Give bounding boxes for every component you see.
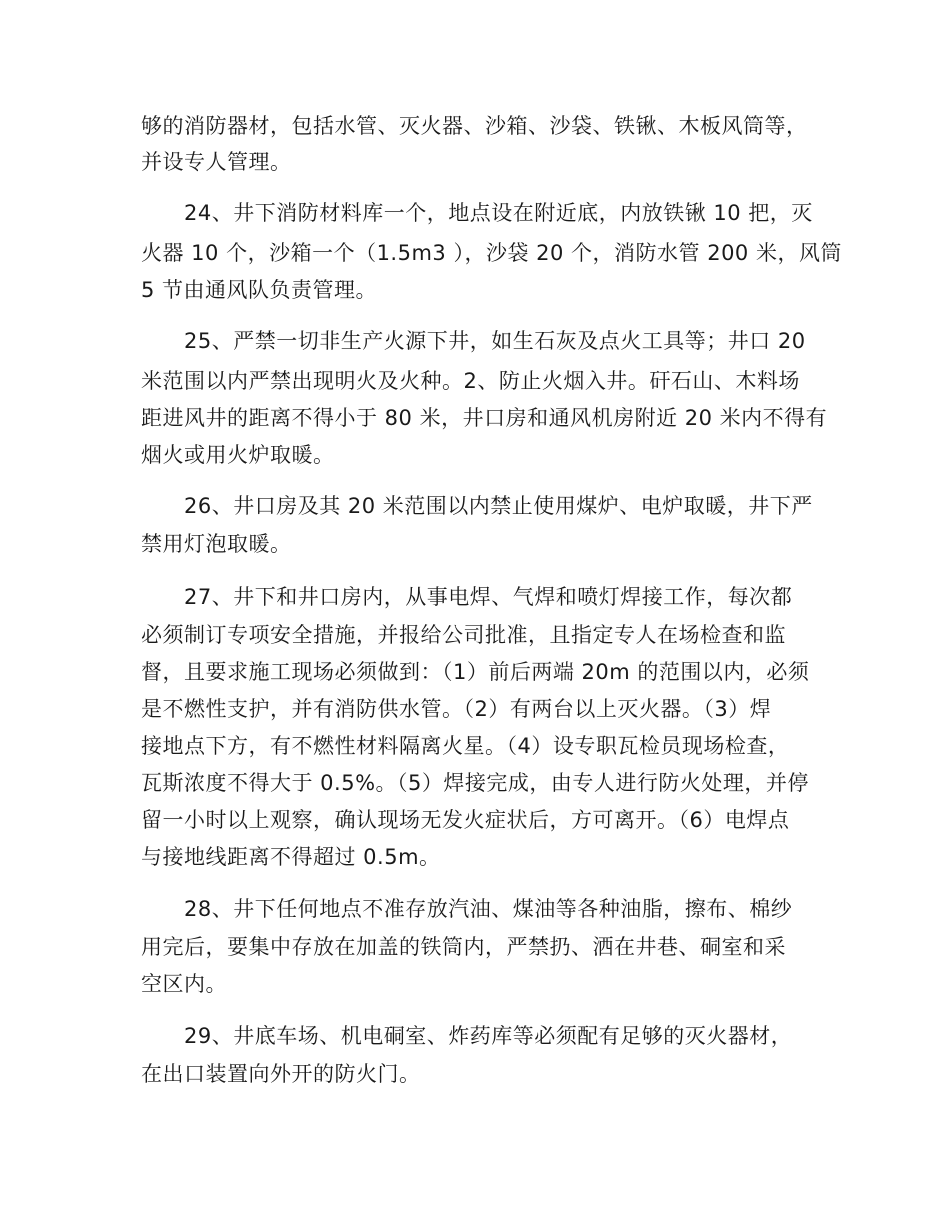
- text-line: 米范围以内严禁出现明火及火种。2、防止火烟入井。矸石山、木料场: [141, 369, 800, 393]
- text-line: 督，且要求施工现场必须做到：（1）前后两端 20m 的范围以内，必须: [141, 660, 810, 684]
- text-line: 用完后，要集中存放在加盖的铁筒内，严禁扔、洒在井巷、硐室和采: [141, 935, 786, 959]
- text-line: 27、井下和井口房内，从事电焊、气焊和喷灯焊接工作，每次都: [184, 585, 793, 609]
- text-line: 接地点下方，有不燃性材料隔离火星。（4）设专职瓦检员现场检查，: [141, 734, 790, 758]
- text-line: 24、井下消防材料库一个，地点设在附近底，内放铁锹 10 把，灭: [184, 201, 813, 225]
- text-line: 5 节由通风队负责管理。: [141, 278, 378, 302]
- text-line: 并设专人管理。: [141, 150, 292, 174]
- text-line: 留一小时以上观察，确认现场无发火症状后，方可离开。（6）电焊点: [141, 808, 790, 832]
- text-line: 是不燃性支护，并有消防供水管。（2）有两台以上灭火器。（3）焊: [141, 697, 772, 721]
- text-line: 瓦斯浓度不得大于 0.5%。（5）焊接完成，由专人进行防火处理，并停: [141, 771, 809, 795]
- text-line: 火器 10 个，沙箱一个（1.5m3 ），沙袋 20 个，消防水管 200 米，风筒: [141, 241, 842, 265]
- text-line: 空区内。: [141, 972, 227, 996]
- text-line: 烟火或用火炉取暖。: [141, 443, 335, 467]
- text-line: 28、井下任何地点不准存放汽油、煤油等各种油脂，擦布、棉纱: [184, 897, 793, 921]
- text-line: 禁用灯泡取暖。: [141, 532, 292, 556]
- text-line: 够的消防器材，包括水管、灭火器、沙箱、沙袋、铁锹、木板风筒等，: [141, 114, 808, 138]
- text-line: 在出口装置向外开的防火门。: [141, 1062, 421, 1086]
- text-line: 29、井底车场、机电硐室、炸药库等必须配有足够的灭火器材，: [184, 1024, 793, 1048]
- text-line: 与接地线距离不得超过 0.5m。: [141, 845, 441, 869]
- text-line: 25、严禁一切非生产火源下井，如生石灰及点火工具等；井口 20: [184, 329, 806, 353]
- text-line: 必须制订专项安全措施，并报给公司批准，且指定专人在场检查和监: [141, 623, 786, 647]
- text-line: 距进风井的距离不得小于 80 米，井口房和通风机房附近 20 米内不得有: [141, 406, 828, 430]
- text-line: 26、井口房及其 20 米范围以内禁止使用煤炉、电炉取暖，井下严: [184, 494, 813, 518]
